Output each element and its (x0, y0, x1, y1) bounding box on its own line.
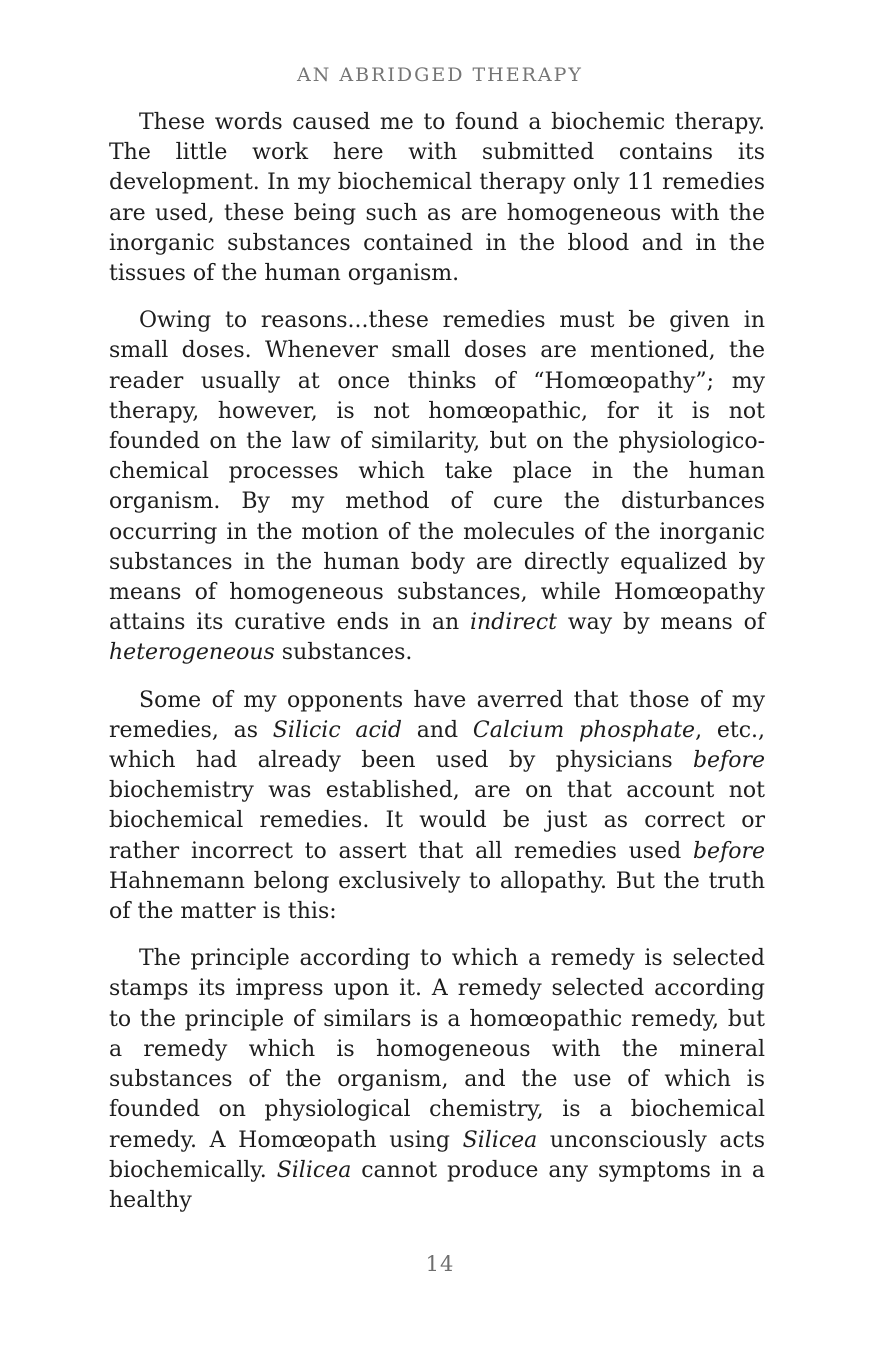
text-run: substances. (274, 640, 413, 666)
page-number: 14 (425, 1252, 455, 1276)
italic-text-run: Silicic acid (272, 717, 402, 743)
running-header: AN ABRIDGED THERAPY (297, 64, 583, 86)
text-run: cannot produce any symptoms in a healthy (109, 1157, 765, 1213)
italic-text-run: before (692, 838, 765, 864)
text-run: unconsciously acts biochemically. (109, 1127, 765, 1183)
text-run: way by means of (557, 610, 765, 636)
paragraph (109, 944, 765, 1216)
text-run: , etc., which had already been used by physicians (109, 717, 766, 774)
text-column (109, 108, 765, 1233)
paragraph (109, 306, 765, 668)
text-run: Owing to reasons...these remedies must be given in small doses. Whenever small doses are mentioned, the reader usually at once thinks of “Homœopathy”; my therapy, however, is not homœopathic, for it is not founded on the law of similarity, but on the physiologico-chemical processes which take place in the human organism. By my method of cure the disturbances occurring in the motion of the molecules of the inorganic substances in the human body are directly equalized by means of homogeneous substances, while Homœopathy attains its curative ends in an (109, 308, 765, 636)
paragraph (109, 108, 765, 289)
italic-text-run: Silicea (462, 1127, 538, 1153)
text-run: Hahnemann belong exclusively to allopathy. But the truth of the matter is this: (109, 868, 765, 925)
italic-text-run: heterogeneous (109, 640, 275, 666)
text-run: and (401, 717, 473, 743)
text-run: Some of my opponents have averred that those of my remedies, as (109, 687, 765, 743)
italic-text-run: Silicea (276, 1157, 352, 1183)
italic-text-run: indirect (469, 610, 557, 636)
text-run: The principle according to which a remedy is selected stamps its impress upon it. A remedy selected according to the principle of similars is a homœopathic remedy, but a remedy which is homogeneous with the mineral substances of the organism, and the use of which is founded on physiological chemistry, is a biochemical remedy. A Homœopath using (109, 946, 765, 1153)
italic-text-run: Calcium phosphate (472, 717, 696, 743)
paragraph (109, 686, 765, 928)
text-run: These words caused me to found a biochemic therapy. The little work here with submitted contains its development. In my biochemical therapy only 11 remedies are used, these being such as are homogeneous with the inorganic substances contained in the blood and in the tissues of the human organism. (109, 110, 765, 287)
italic-text-run: before (692, 748, 765, 774)
text-run: biochemistry was established, are on that account not biochemical remedies. It would be just as correct or rather incorrect to assert that all remedies used (109, 778, 765, 864)
